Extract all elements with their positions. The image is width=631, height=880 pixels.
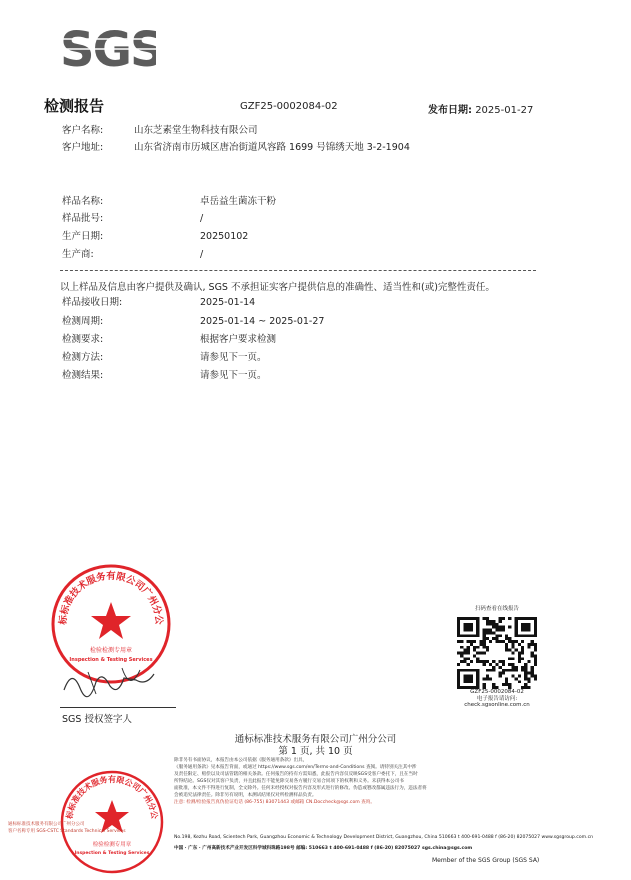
qr-module (492, 669, 495, 672)
receive-date-label: 样品接收日期: (62, 297, 123, 308)
qr-module (489, 663, 492, 666)
sgs-logo-text: SGS (60, 22, 156, 74)
qr-module (486, 620, 489, 623)
client-name-value: 山东芝素堂生物科技有限公司 (134, 125, 258, 136)
qr-module (492, 623, 495, 626)
qr-module (476, 646, 479, 649)
sample-name-label: 样品名称: (62, 196, 104, 207)
qr-module (518, 652, 521, 655)
qr-module (508, 637, 511, 640)
seal-center-en: Inspection & Testing Services (69, 657, 153, 663)
sample-batch-value: / (200, 213, 204, 224)
qr-module (524, 672, 527, 675)
qr-module (518, 660, 521, 663)
qr-module (460, 654, 463, 657)
qr-module (492, 626, 495, 629)
qr-module (527, 677, 530, 680)
sgs-logo (58, 22, 156, 74)
qr-module (473, 649, 476, 652)
qr-module (505, 649, 508, 652)
qr-module (531, 640, 534, 643)
qr-module (460, 660, 463, 663)
qr-module (534, 677, 537, 680)
qr-module (527, 660, 530, 663)
test-period-label: 检测周期: (62, 316, 104, 327)
report-number: GZF25-0002084-02 (240, 101, 338, 112)
qr-module (499, 629, 502, 632)
qr-module (521, 657, 524, 660)
qr-module (470, 643, 473, 646)
qr-module (486, 646, 489, 649)
qr-module (489, 631, 492, 634)
qr-module (521, 666, 524, 669)
qr-module (531, 643, 534, 646)
qr-module (521, 649, 524, 652)
footer-seal-ring-text: 标标准技术服务有限公司广州分公 (64, 775, 160, 820)
qr-module (511, 675, 514, 678)
test-requirement-label: 检测要求: (62, 334, 104, 345)
qr-module (508, 663, 511, 666)
qr-module (499, 672, 502, 675)
client-name-label: 客户名称: (62, 125, 104, 136)
qr-module (524, 663, 527, 666)
qr-module (486, 631, 489, 634)
terms-line-3: 及责任限定、赔偿以及司法管辖的相关条款。任何报告的持有方需知悉，此报告内容仅反映SGS受客户委托下，且在当时 (174, 772, 418, 777)
qr-module (495, 629, 498, 632)
qr-module (505, 643, 508, 646)
test-method-label: 检测方法: (62, 352, 104, 363)
qr-module (502, 669, 505, 672)
qr-module (457, 663, 460, 666)
qr-module (486, 617, 489, 620)
qr-module (531, 672, 534, 675)
terms-line-5: 面批准，本文件不得进行复制，全文除外。任何未经授权对报告内容及形式进行的修改、伪造或篡改都属违法行为，违法者将 (174, 786, 427, 791)
qr-module (483, 631, 486, 634)
footer-company: 通标标准技术服务有限公司广州分公司 (234, 734, 397, 745)
qr-module (460, 652, 463, 655)
qr-module (499, 617, 502, 620)
qr-finder (463, 623, 473, 632)
qr-caption-top: 扫码查看在线报告 (474, 606, 519, 612)
address-chinese: 中国 · 广东 · 广州高新技术产业开发区科学城科珠路198号 邮编: 510663 t 400-691-0488 f (86-20) 82075027 sgs.china@sgs.com (174, 846, 473, 851)
qr-module (524, 669, 527, 672)
qr-module (521, 652, 524, 655)
qr-module (505, 646, 508, 649)
client-address-label: 客户地址: (62, 142, 104, 153)
qr-module (473, 654, 476, 657)
qr-module (502, 617, 505, 620)
qr-module (457, 640, 460, 643)
qr-module (473, 646, 476, 649)
qr-module (502, 683, 505, 686)
qr-module (524, 683, 527, 686)
report-title: 检测报告 (44, 97, 105, 115)
footer-seal-center-cn: 检验检测专用章 (92, 842, 132, 848)
issue-date-value: 2025-01-27 (475, 105, 534, 116)
qr-module (502, 629, 505, 632)
qr-module (515, 677, 518, 680)
qr-module (479, 652, 482, 655)
qr-module (502, 663, 505, 666)
qr-module (521, 669, 524, 672)
qr-module (486, 649, 489, 652)
qr-module (505, 677, 508, 680)
qr-module (470, 660, 473, 663)
production-date-value: 20250102 (200, 231, 249, 242)
qr-finder (521, 623, 531, 632)
seal-side-mark-1: 通标标准技术服务有限公司广州分公司 (8, 822, 85, 827)
seal-star-icon (91, 602, 131, 639)
qr-module (508, 617, 511, 620)
qr-module (486, 637, 489, 640)
manufacturer-label: 生产商: (62, 249, 94, 260)
qr-module (531, 669, 534, 672)
qr-module (499, 660, 502, 663)
qr-module (511, 640, 514, 643)
qr-module (502, 626, 505, 629)
qr-module (534, 660, 537, 663)
qr-module (524, 666, 527, 669)
qr-module (467, 646, 470, 649)
qr-module (527, 672, 530, 675)
address-english: No.198, Kezhu Road, Scientech Park, Guangzhou Economic & Technology Development District, Guangzhou, China 510663 t 400-691-0488 f (86-20) 82075027 www.sgsgroup.com.cn (174, 835, 594, 840)
seal-side-mark-2: 客户名称专用 SGS-CSTC Standards Technical Services (8, 829, 126, 834)
test-result-value: 请参见下一页。 (200, 370, 267, 381)
qr-module (527, 646, 530, 649)
manufacturer-value: / (200, 249, 204, 260)
qr-module (463, 660, 466, 663)
qr-module (483, 640, 486, 643)
qr-module (476, 657, 479, 660)
sample-batch-label: 样品批号: (62, 213, 104, 224)
qr-module (489, 677, 492, 680)
qr-module (479, 660, 482, 663)
qr-module (476, 660, 479, 663)
qr-module (457, 652, 460, 655)
qr-module (521, 640, 524, 643)
qr-module (508, 669, 511, 672)
qr-module (511, 652, 514, 655)
qr-module (460, 640, 463, 643)
qr-module (486, 677, 489, 680)
qr-module (527, 643, 530, 646)
qr-report-number: GZF25-0002084-02 (470, 689, 524, 695)
qr-module (483, 637, 486, 640)
verify-line: 注意: 检测/检验报告真伪验证电话 (86-755) 83071443 或邮箱 CN.Doccheck@sgs.com 查询。 (174, 800, 375, 805)
test-period-value: 2025-01-14 ~ 2025-01-27 (200, 316, 325, 327)
qr-caption-bottom (450, 689, 544, 709)
qr-module (486, 629, 489, 632)
qr-module (495, 663, 498, 666)
qr-module (460, 646, 463, 649)
qr-module (473, 640, 476, 643)
qr-module (511, 669, 514, 672)
member-of-sgs: Member of the SGS Group (SGS SA) (432, 857, 540, 864)
qr-module (518, 680, 521, 683)
qr-module (483, 643, 486, 646)
test-result-label: 检测结果: (62, 370, 104, 381)
qr-finder (463, 675, 473, 684)
qr-module (479, 643, 482, 646)
qr-code[interactable] (457, 617, 537, 689)
qr-module (470, 640, 473, 643)
qr-module (515, 640, 518, 643)
qr-module (463, 652, 466, 655)
qr-module (527, 680, 530, 683)
qr-module (505, 634, 508, 637)
qr-module (502, 660, 505, 663)
qr-module (492, 620, 495, 623)
qr-module (483, 634, 486, 637)
qr-module (492, 637, 495, 640)
qr-module (499, 620, 502, 623)
qr-module (508, 683, 511, 686)
issue-date-row (428, 101, 533, 116)
authorized-signatory-label: SGS 授权签字人 (62, 714, 132, 725)
seal-side-mark (8, 821, 126, 835)
qr-module (489, 629, 492, 632)
handwritten-signature (64, 674, 154, 697)
qr-module (486, 660, 489, 663)
qr-module (495, 640, 498, 643)
qr-module (483, 660, 486, 663)
qr-module (534, 675, 537, 678)
qr-module (486, 669, 489, 672)
qr-module (499, 675, 502, 678)
qr-module (511, 663, 514, 666)
qr-module (499, 666, 502, 669)
qr-module (534, 649, 537, 652)
qr-module (486, 675, 489, 678)
qr-module (489, 640, 492, 643)
qr-module (489, 669, 492, 672)
qr-module (467, 640, 470, 643)
qr-module (495, 634, 498, 637)
qr-module (508, 649, 511, 652)
terms-line-1: 除非另有书面协议，本报告由本公司依据《服务通用条款》出具， (174, 758, 308, 763)
qr-module (531, 654, 534, 657)
page-number: 第 1 页, 共 10 页 (278, 746, 353, 757)
qr-module (499, 640, 502, 643)
qr-module (467, 657, 470, 660)
footer-seal-center-en: Inspection & Testing Services (74, 851, 150, 856)
qr-module (508, 657, 511, 660)
qr-module (518, 675, 521, 678)
qr-module (467, 649, 470, 652)
qr-module (511, 643, 514, 646)
seal-ring-text: 标标准技术服务有限公司广州分公 (57, 571, 165, 626)
dashed-divider (60, 270, 536, 271)
qr-module (508, 626, 511, 629)
qr-module (483, 629, 486, 632)
qr-module (479, 640, 482, 643)
qr-module (531, 666, 534, 669)
qr-module (492, 683, 495, 686)
terms-line-4: 所得结论。SGS仅对其客户负责，并且此报告不能免除交易各方履行交易合同项下的权利和义务。未获得本公司书 (174, 779, 404, 784)
qr-module (467, 652, 470, 655)
qr-module (502, 640, 505, 643)
qr-module (524, 675, 527, 678)
qr-module (505, 680, 508, 683)
production-date-label: 生产日期: (62, 231, 104, 242)
issue-date-label: 发布日期: (428, 105, 472, 116)
qr-module (499, 634, 502, 637)
qr-visit-label: 电子报告请访问: (476, 695, 518, 702)
qr-module (499, 626, 502, 629)
qr-module (511, 666, 514, 669)
signature-line (60, 707, 176, 708)
qr-module (511, 646, 514, 649)
qr-module (489, 620, 492, 623)
qr-module (463, 657, 466, 660)
qr-module (486, 623, 489, 626)
sample-name-value: 卓岳益生菌冻干粉 (200, 196, 277, 207)
qr-module (531, 675, 534, 678)
qr-module (534, 646, 537, 649)
qr-module (521, 646, 524, 649)
qr-module (489, 623, 492, 626)
test-requirement-value: 根据客户要求检测 (200, 334, 277, 345)
qr-module (518, 643, 521, 646)
receive-date-value: 2025-01-14 (200, 297, 256, 308)
qr-module (476, 652, 479, 655)
qr-module (534, 643, 537, 646)
qr-module (534, 657, 537, 660)
terms-line-2: 《服务通用条款》见本报告背面，或通过 https://www.sgs.com/en/Terms-and-Conditions 查阅。请特别关注其中涉 (174, 765, 417, 770)
terms-line-6: 会被追究法律责任。除非另有说明，本测试结果仅对所检测样品负责。 (174, 793, 317, 798)
qr-module (508, 640, 511, 643)
qr-module (505, 669, 508, 672)
qr-module (483, 683, 486, 686)
qr-module (495, 623, 498, 626)
qr-module (524, 677, 527, 680)
qr-module (534, 654, 537, 657)
qr-module (518, 657, 521, 660)
qr-module (505, 683, 508, 686)
disclaimer-text: 以上样品及信息由客户提供及确认, SGS 不承担证实客户提供信息的准确性、适当性和(或)完整性责任。 (60, 282, 495, 293)
qr-module (511, 657, 514, 660)
qr-module (518, 654, 521, 657)
qr-module (495, 626, 498, 629)
qr-module (492, 660, 495, 663)
qr-module (492, 631, 495, 634)
qr-module (495, 637, 498, 640)
qr-module (483, 663, 486, 666)
qr-module (483, 617, 486, 620)
test-method-value: 请参见下一页。 (200, 352, 267, 363)
qr-module (531, 652, 534, 655)
qr-module (502, 672, 505, 675)
seal-center-cn: 检验检测专用章 (89, 647, 133, 654)
qr-module (483, 677, 486, 680)
qr-module (515, 666, 518, 669)
qr-module (515, 669, 518, 672)
qr-module (467, 663, 470, 666)
qr-module (483, 652, 486, 655)
terms-block (174, 757, 564, 806)
qr-module (492, 666, 495, 669)
qr-url[interactable]: check.sgsonline.com.cn (464, 702, 530, 708)
qr-module (505, 637, 508, 640)
client-address-value: 山东省济南市历城区唐冶街道风容路 1699 号锦绣天地 3-2-1904 (134, 142, 410, 153)
qr-module (515, 649, 518, 652)
inspection-seal (50, 560, 172, 710)
qr-module (463, 649, 466, 652)
qr-module (534, 663, 537, 666)
qr-center-logo (489, 646, 505, 660)
qr-module (483, 646, 486, 649)
